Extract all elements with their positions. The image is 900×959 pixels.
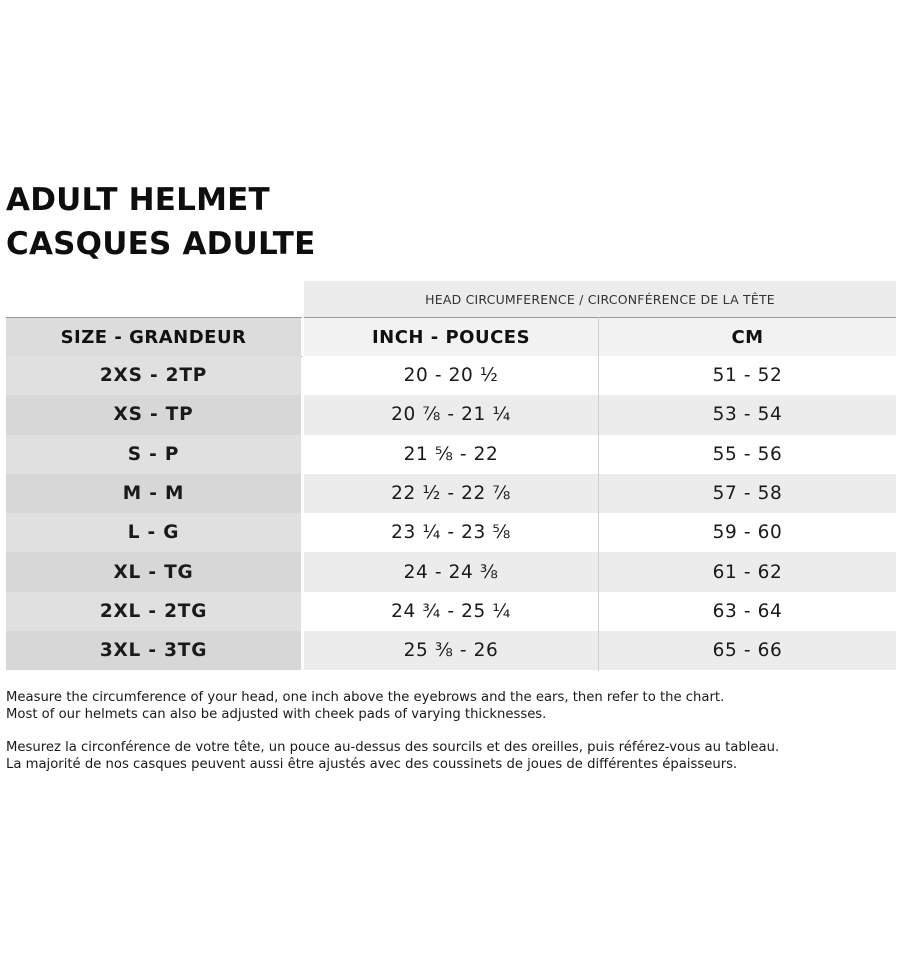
inch-cell: 20 ⅞ - 21 ¼ (304, 395, 598, 434)
table-row (6, 592, 896, 631)
inch-column-header: INCH - POUCES (304, 318, 598, 356)
size-cell: XS - TP (6, 395, 301, 434)
cm-cell: 63 - 64 (599, 592, 896, 631)
notes-french (6, 739, 779, 773)
cm-cell: 65 - 66 (599, 631, 896, 670)
table-row (6, 395, 896, 434)
inch-cell: 24 ¾ - 25 ¼ (304, 592, 598, 631)
cm-cell: 59 - 60 (599, 513, 896, 552)
table-row (6, 631, 896, 670)
inch-cell: 22 ½ - 22 ⅞ (304, 474, 598, 513)
notes-english (6, 689, 779, 723)
size-column-header: SIZE - GRANDEUR (6, 318, 301, 356)
size-cell: S - P (6, 435, 301, 474)
inch-cell: 24 - 24 ⅜ (304, 552, 598, 591)
table-body (6, 356, 896, 670)
note-line: La majorité de nos casques peuvent aussi être ajustés avec des coussinets de joues de différentes épaisseurs. (6, 757, 738, 772)
table-row (6, 513, 896, 552)
cm-column-header: CM (599, 318, 896, 356)
size-cell: M - M (6, 474, 301, 513)
size-cell: 2XL - 2TG (6, 592, 301, 631)
inch-cell: 25 ⅜ - 26 (304, 631, 598, 670)
size-cell: 2XS - 2TP (6, 356, 301, 395)
page-title (6, 178, 316, 266)
note-line: Mesurez la circonférence de votre tête, un pouce au-dessus des sourcils et des oreilles, puis référez-vous au tableau. (6, 740, 780, 755)
cm-cell: 57 - 58 (599, 474, 896, 513)
size-cell: 3XL - 3TG (6, 631, 301, 670)
table-header-row (6, 317, 896, 357)
note-line: Measure the circumference of your head, one inch above the eyebrows and the ears, then refer to the chart. (6, 690, 725, 705)
inch-cell: 23 ¼ - 23 ⅝ (304, 513, 598, 552)
size-cell: L - G (6, 513, 301, 552)
cm-cell: 61 - 62 (599, 552, 896, 591)
measurement-notes (6, 689, 779, 789)
title-line-french: CASQUES ADULTE (6, 226, 316, 262)
size-cell: XL - TG (6, 552, 301, 591)
cm-cell: 55 - 56 (599, 435, 896, 474)
column-divider (598, 317, 599, 671)
inch-cell: 20 - 20 ½ (304, 356, 598, 395)
column-divider (302, 317, 304, 671)
cm-cell: 53 - 54 (599, 395, 896, 434)
cm-cell: 51 - 52 (599, 356, 896, 395)
table-row (6, 356, 896, 395)
inch-cell: 21 ⅝ - 22 (304, 435, 598, 474)
title-line-english: ADULT HELMET (6, 182, 270, 218)
head-circumference-header: HEAD CIRCUMFERENCE / CIRCONFÉRENCE DE LA TÊTE (304, 281, 896, 317)
table-row (6, 474, 896, 513)
note-line: Most of our helmets can also be adjusted with cheek pads of varying thicknesses. (6, 707, 547, 722)
table-row (6, 552, 896, 591)
table-row (6, 435, 896, 474)
